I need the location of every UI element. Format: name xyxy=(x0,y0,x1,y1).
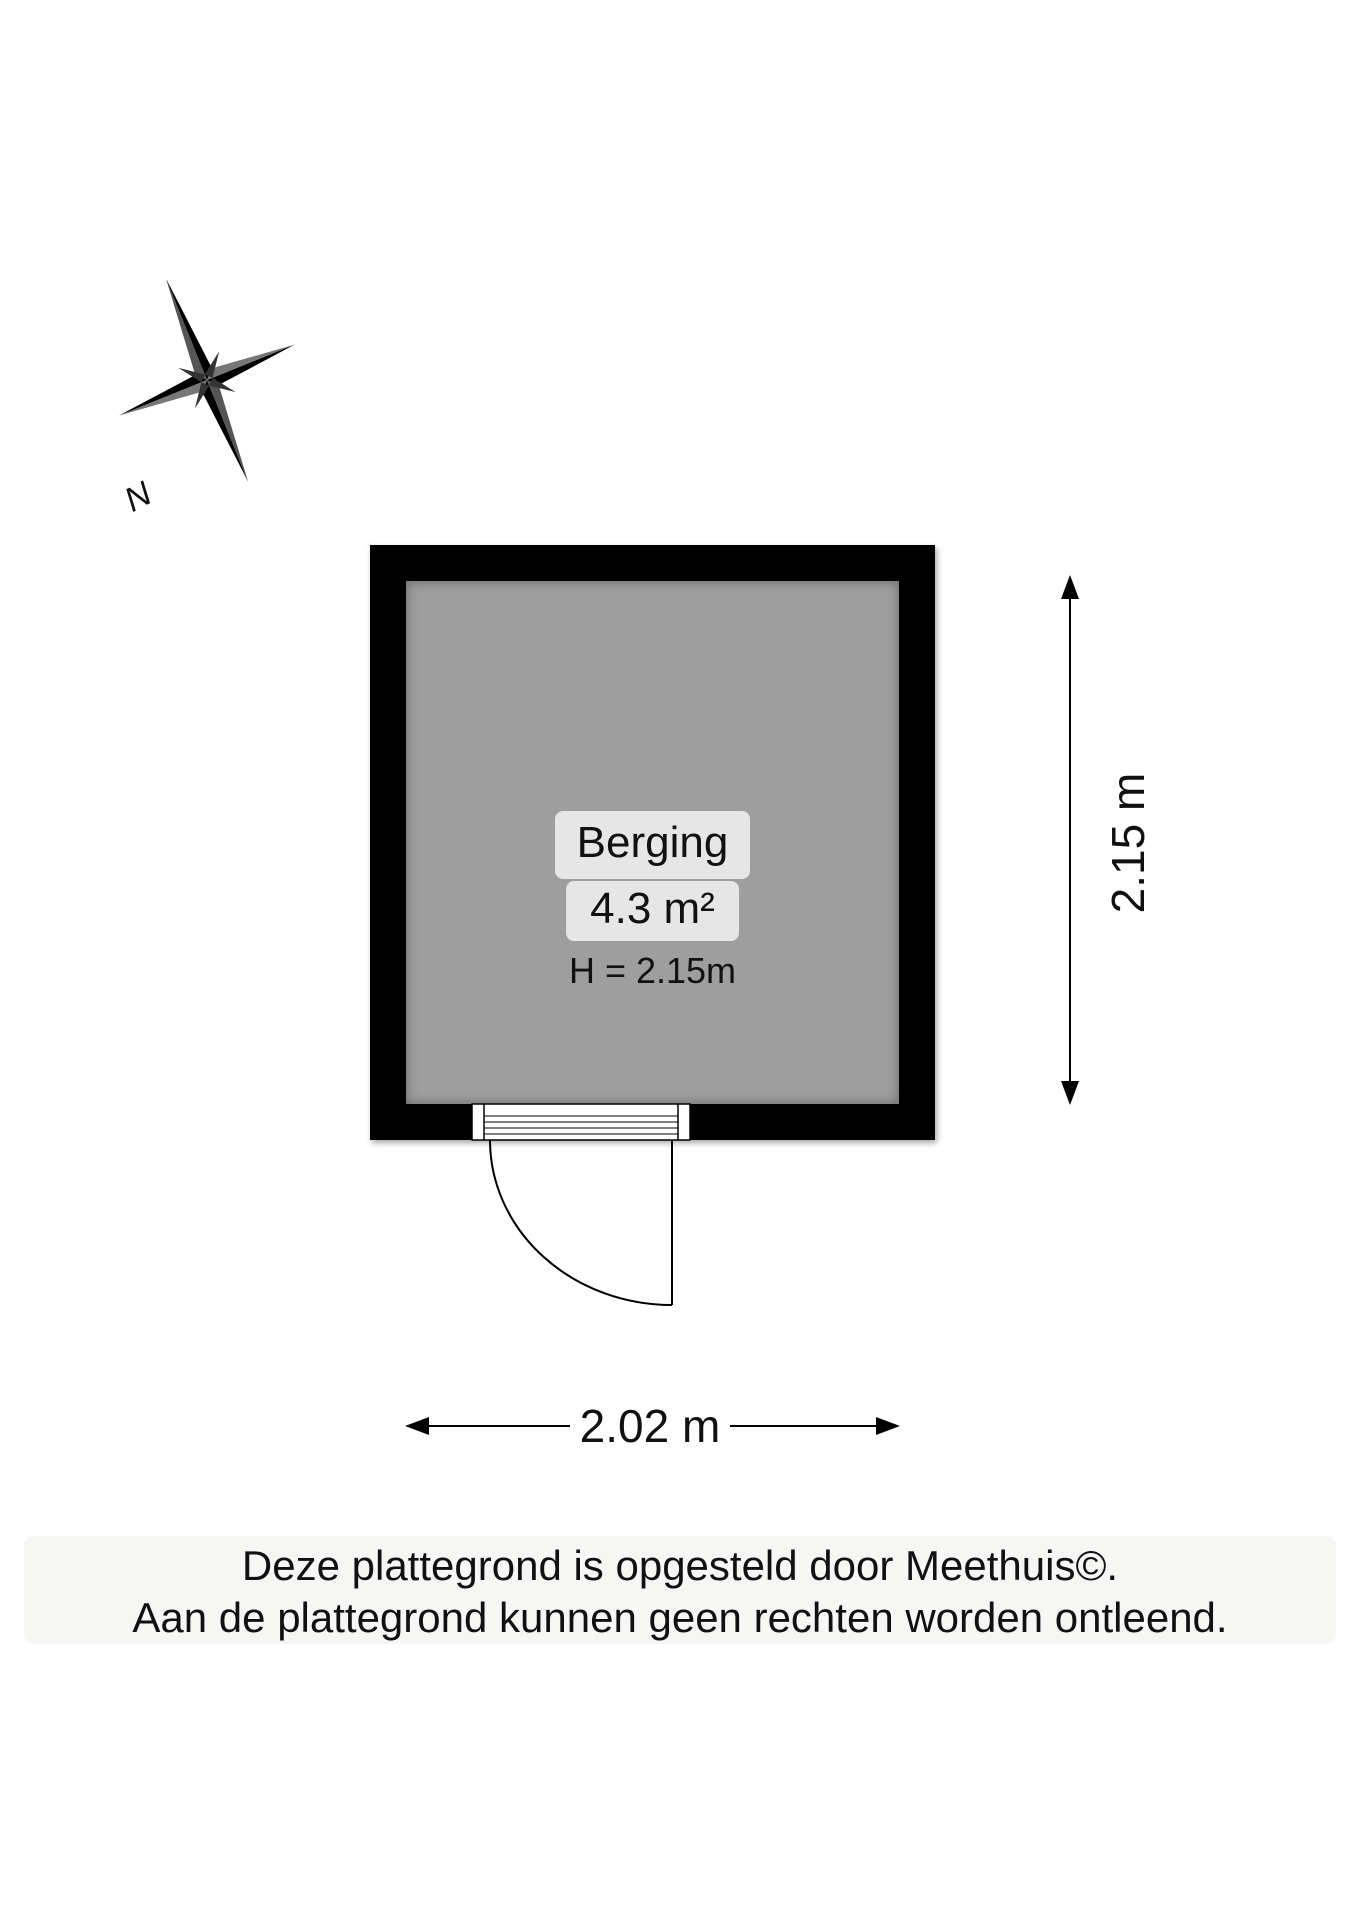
disclaimer-line-2: Aan de plattegrond kunnen geen rechten worden ontleend. xyxy=(132,1594,1228,1641)
width-dimension-label: 2.02 m xyxy=(570,1398,730,1454)
room-height: H = 2.15m xyxy=(568,950,737,991)
disclaimer-line-1: Deze plattegrond is opgesteld door Meethuis©. xyxy=(241,1542,1119,1589)
room-name: Berging xyxy=(555,811,751,879)
room-floor xyxy=(406,581,899,1104)
door-icon xyxy=(470,1100,700,1315)
room-walls xyxy=(370,545,935,1140)
disclaimer xyxy=(24,1536,1336,1644)
room-area: 4.3 m² xyxy=(566,881,739,941)
depth-dimension-label: 2.15 m xyxy=(1100,743,1156,943)
compass-north-label: N xyxy=(118,474,158,520)
depth-dimension-line xyxy=(1055,575,1085,1105)
room-label xyxy=(406,811,899,993)
